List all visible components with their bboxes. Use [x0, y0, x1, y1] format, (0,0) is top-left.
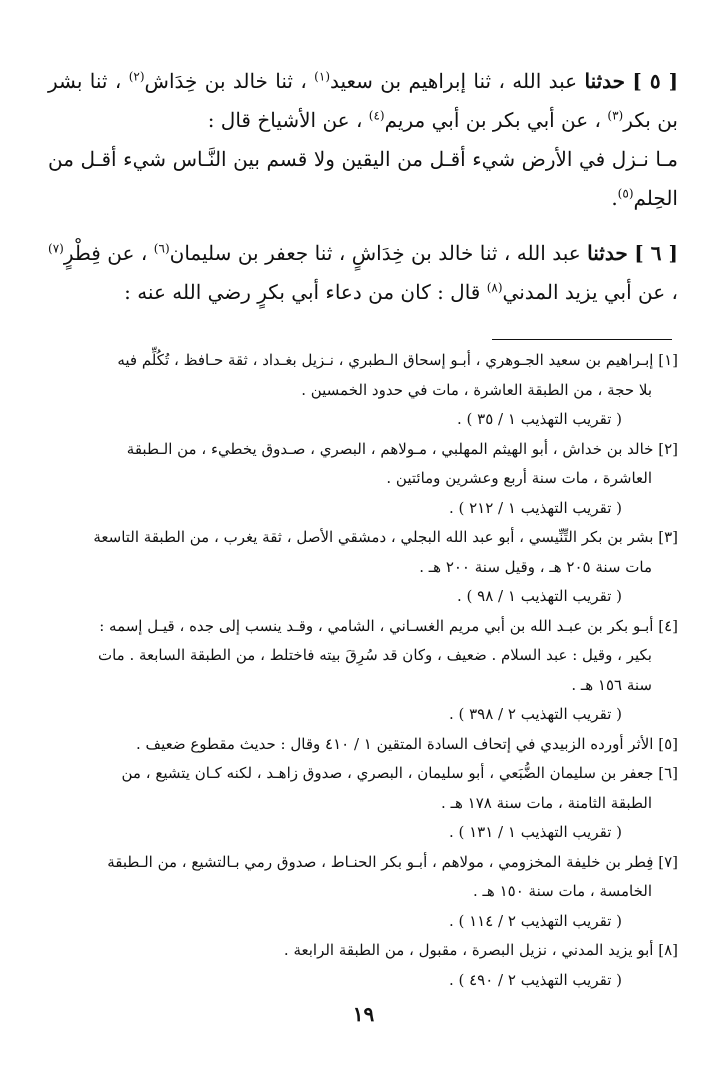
footnote-2-line-2: العاشرة ، مات سنة أربع وعشرين ومائتين . [386, 469, 652, 487]
footnote-7-line-1: [٧] فِطر بن خليفة المخزومي ، مولاهم ، أبـو بكر الحنـاط ، صدوق رمي بـالتشيع ، من الـطبقة [107, 852, 678, 871]
hadith-5-chain-2: ، ثنا خالد بن خِدَاش [144, 69, 307, 93]
footnote-1-line-1: [١] إبـراهيم بن سعيد الجـوهري ، أبـو إسحاق الـطبري ، نـزيل بغـداد ، ثقة حـافظ ، تُكُلِّم فيه [117, 351, 678, 369]
hadith-5-chain-1: عبد الله ، ثنا إبراهيم بن سعيد [330, 69, 578, 93]
footnote-3-line-2: مات سنة ٢٠٥ هـ ، وقيل سنة ٢٠٠ هـ . [419, 557, 652, 576]
hadith-6-marker: [ ٦ ] [634, 241, 678, 265]
footnote-4-line-3: سنة ١٥٦ هـ . [571, 675, 652, 694]
page-number: ١٩ [352, 1002, 375, 1026]
main-text [48, 62, 678, 312]
footnote-4-ref: ( تقريب التهذيب ٢ / ٣٩٨ ) . [448, 705, 622, 723]
footnotes [48, 346, 678, 995]
hadith-6-chain-1: عبد الله ، ثنا خالد بن خِدَاشٍ ، ثنا جعفر بن سليمان [169, 241, 581, 265]
footnote-6-ref: ( تقريب التهذيب ١ / ١٣١ ) . [448, 823, 622, 841]
hadith-5-lead: حدثنا [584, 69, 626, 93]
footnote-6-line-1: [٦] جعفر بن سليمان الضُّبَعي ، أبو سليمان ، البصري ، صدوق زاهـد ، لكنه كـان يتشيع ، من [121, 764, 678, 782]
footnote-8-line-1: [٨] أبو يزيد المدني ، نزيل البصرة ، مقبول ، من الطبقة الرابعة . [283, 941, 678, 959]
footnote-7-line-2: الخامسة ، مات سنة ١٥٠ هـ . [472, 882, 652, 900]
footnote-7-ref: ( تقريب التهذيب ٢ / ١١٤ ) . [448, 911, 622, 930]
footnote-5-line-1: [٥] الأثر أورده الزبيدي في إتحاف السادة المتقين ١ / ٤١٠ وقال : حديث مقطوع ضعيف . [136, 734, 678, 753]
footnote-ref-8: (٨) [486, 280, 503, 295]
hadith-5-marker: [ ٥ ] [632, 69, 679, 93]
footnote-8-ref: ( تقريب التهذيب ٢ / ٤٩٠ ) . [448, 970, 622, 989]
footnote-4-line-2: بكير ، وقيل : عبد السلام . ضعيف ، وكان قد سُرِقَ بيته فاختلط ، من الطبقة السابعة . مات [97, 646, 652, 664]
hadith-6-chain-2: ، عن فِطْرٍ [63, 241, 148, 265]
hadith-5-chain-5: ، عن الأشياخ قال : [207, 108, 363, 132]
hadith-5-chain-3: ، ثنا بشر بن بكر [48, 69, 678, 132]
footnote-2-ref: ( تقريب التهذيب ١ / ٢١٢ ) . [448, 498, 622, 517]
footnote-ref-4: (٤) [368, 108, 385, 123]
footnote-ref-7: (٧) [48, 241, 64, 256]
footnote-ref-1: (١) [314, 69, 330, 84]
footnote-ref-2: (٢) [128, 69, 145, 84]
hadith-6 [48, 234, 678, 312]
footnote-2-line-1: [٢] خالد بن خداش ، أبو الهيثم المهلبي ، مـولاهم ، البصري ، صـدوق يخطيء ، من الـطبقة [126, 439, 678, 458]
footnote-4-line-1: [٤] أبـو بكر بن عبـد الله بن أبي مريم الغسـاني ، الشامي ، وقـد ينسب إلى جده ، قيـل إسمه : [99, 616, 678, 635]
footnote-ref-3: (٣) [607, 108, 624, 123]
footnote-3-ref: ( تقريب التهذيب ١ / ٩٨ ) . [457, 587, 622, 605]
hadith-5-end: . [611, 186, 618, 210]
footnote-6-line-2: الطبقة الثامنة ، مات سنة ١٧٨ هـ . [441, 793, 652, 812]
hadith-5 [48, 62, 678, 140]
hadith-5-chain-4: ، عن أبي بكر بن أبي مريم [384, 108, 602, 132]
footnote-3-line-1: [٣] بشر بن بكر التِّنِّيسي ، أبو عبد الله البجلي ، دمشقي الأصل ، ثقة يغرب ، من الطبقة التاسعة [93, 528, 678, 546]
footnote-1-ref: ( تقريب التهذيب ١ / ٣٥ ) . [457, 410, 622, 428]
hadith-6-chain-4: قال : كان من دعاء أبي بكرٍ رضي الله عنه : [124, 280, 481, 304]
footnote-divider [492, 339, 672, 340]
footnote-1-line-2: بلا حجة ، من الطبقة العاشرة ، مات في حدود الخمسين . [301, 380, 652, 399]
hadith-6-chain-3: ، عن أبي يزيد المدني [502, 280, 678, 304]
footnote-ref-6: (٦) [153, 241, 170, 256]
hadith-5-text [48, 140, 678, 218]
hadith-5-body: مـا نـزل في الأرض شيء أقـل من اليقين ولا قسم بين النَّـاس شيء أقـل من الحِلم [48, 147, 678, 210]
hadith-6-lead: حدثنا [587, 241, 628, 265]
footnote-ref-5: (٥) [617, 186, 634, 201]
